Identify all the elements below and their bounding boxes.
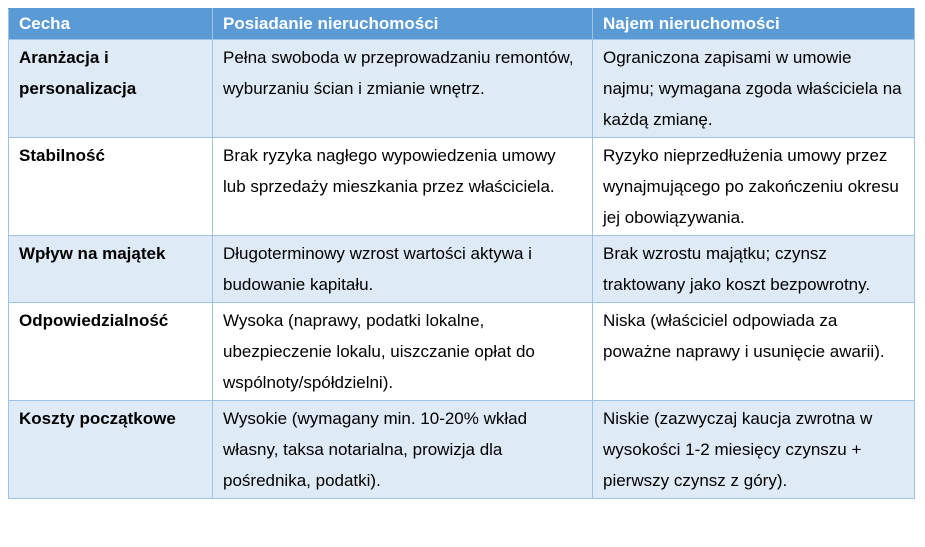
feature-cell: Stabilność (9, 138, 213, 236)
header-row (9, 9, 915, 40)
ownership-cell: Wysoka (naprawy, podatki lokalne, ubezpieczenie lokalu, uiszczanie opłat do wspólnoty/spółdzielni). (213, 303, 593, 401)
rental-cell: Ograniczona zapisami w umowie najmu; wymagana zgoda właściciela na każdą zmianę. (593, 40, 915, 138)
feature-cell: Wpływ na majątek (9, 236, 213, 303)
rental-cell: Brak wzrostu majątku; czynsz traktowany jako koszt bezpowrotny. (593, 236, 915, 303)
table-body (9, 40, 915, 499)
table-row (9, 236, 915, 303)
comparison-table (8, 8, 915, 499)
table-row (9, 401, 915, 499)
rental-cell: Niska (właściciel odpowiada za poważne naprawy i usunięcie awarii). (593, 303, 915, 401)
header-ownership: Posiadanie nieruchomości (213, 9, 593, 40)
header-rental: Najem nieruchomości (593, 9, 915, 40)
table-header (9, 9, 915, 40)
rental-cell: Niskie (zazwyczaj kaucja zwrotna w wysokości 1-2 miesięcy czynszu + pierwszy czynsz z góry). (593, 401, 915, 499)
ownership-cell: Wysokie (wymagany min. 10-20% wkład własny, taksa notarialna, prowizja dla pośrednika, podatki). (213, 401, 593, 499)
table-row (9, 40, 915, 138)
ownership-cell: Brak ryzyka nagłego wypowiedzenia umowy lub sprzedaży mieszkania przez właściciela. (213, 138, 593, 236)
feature-cell: Odpowiedzialność (9, 303, 213, 401)
table-row (9, 138, 915, 236)
comparison-table-container (8, 8, 914, 499)
ownership-cell: Długoterminowy wzrost wartości aktywa i budowanie kapitału. (213, 236, 593, 303)
table-row (9, 303, 915, 401)
rental-cell: Ryzyko nieprzedłużenia umowy przez wynajmującego po zakończeniu okresu jej obowiązywania. (593, 138, 915, 236)
feature-cell: Aranżacja i personalizacja (9, 40, 213, 138)
ownership-cell: Pełna swoboda w przeprowadzaniu remontów, wyburzaniu ścian i zmianie wnętrz. (213, 40, 593, 138)
header-feature: Cecha (9, 9, 213, 40)
feature-cell: Koszty początkowe (9, 401, 213, 499)
